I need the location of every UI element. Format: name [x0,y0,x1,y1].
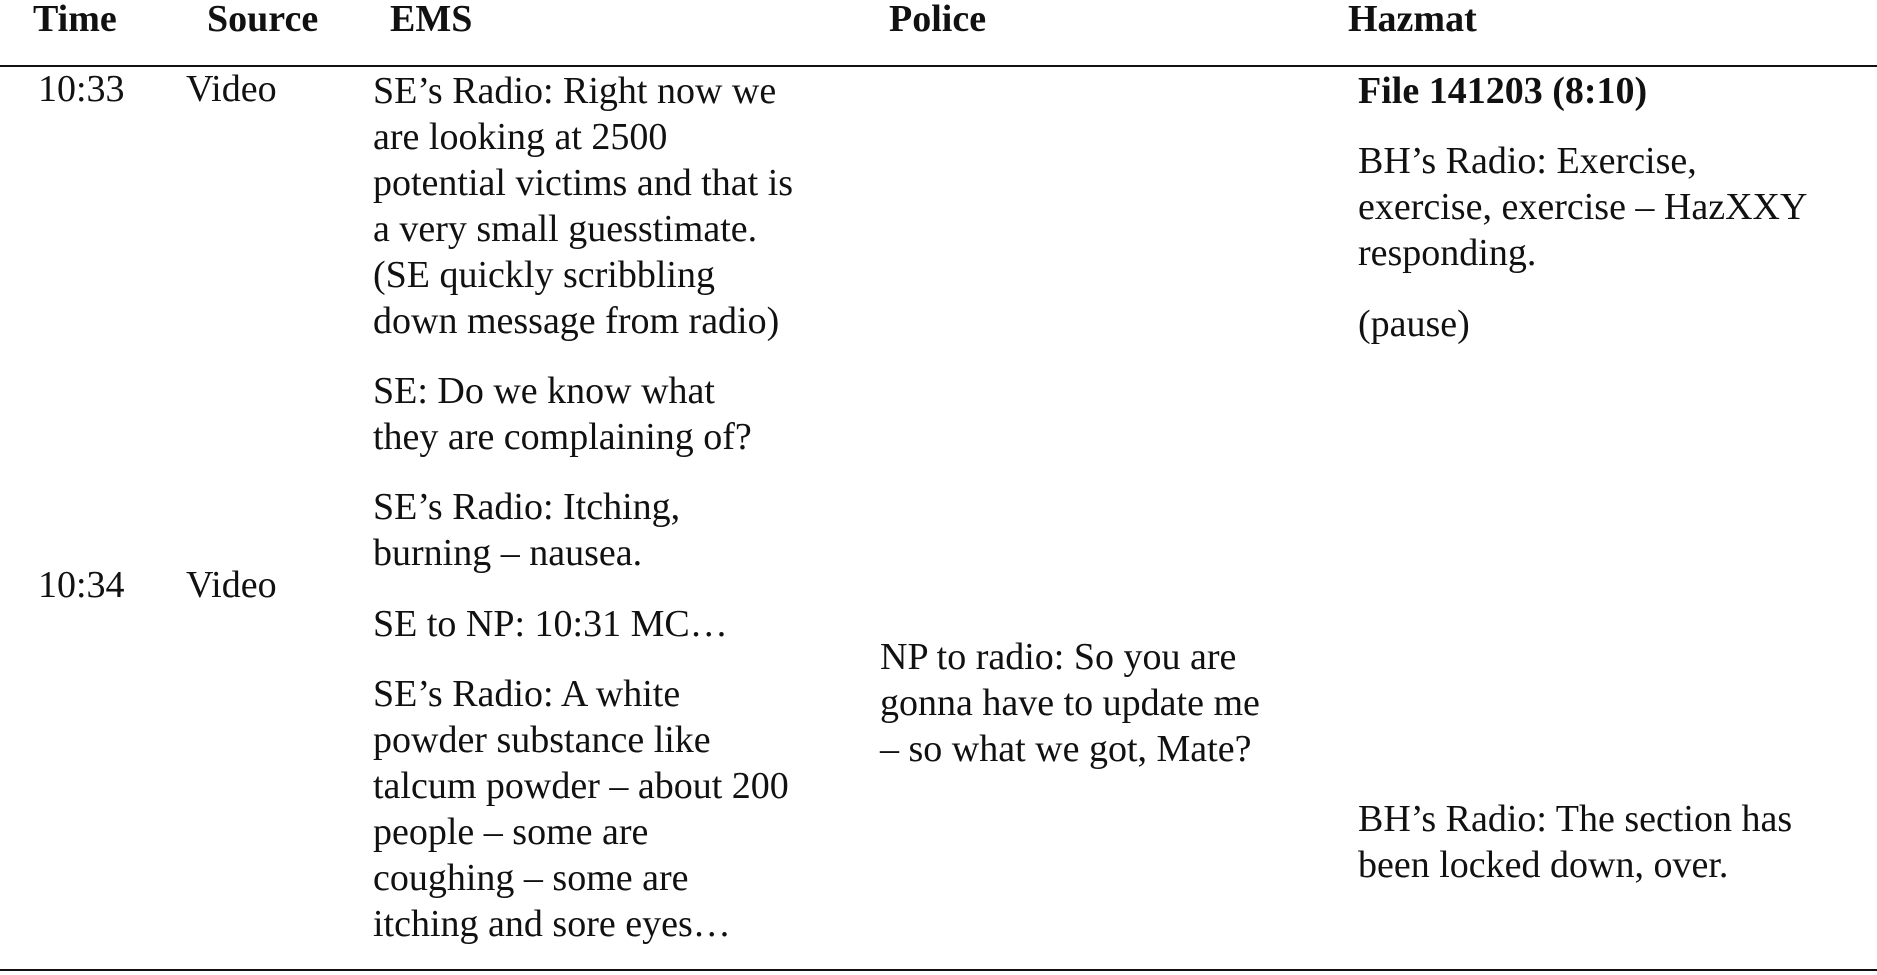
hazmat-entry-locked-down: BH’s Radio: The section has been locked down, over. [1358,798,1793,886]
ems-entry-radio-powder: SE’s Radio: A white powder substance like talcum powder – about 200 people – some are coughing – some are itching and sore eyes… [373,673,789,945]
hazmat-file-label: File 141203 (8:10) [1358,70,1648,112]
ems-entry-se-to-np: SE to NP: 10:31 MC… [373,603,728,645]
header-ems: EMS [390,0,473,40]
header-divider [0,65,1877,67]
ems-entry-radio-victims: SE’s Radio: Right now we are looking at 2500 potential victims and that is a very small guesstimate. (SE quickly scribbling down message from radio) [373,70,794,342]
hazmat-entry-exercise: BH’s Radio: Exercise, exercise, exercise – HazXXY responding. [1358,140,1808,274]
source-cell-1033: Video [186,68,277,110]
time-cell-1034: 10:34 [38,564,125,606]
source-cell-1034: Video [186,564,277,606]
header-time: Time [33,0,117,40]
ems-entry-se-question: SE: Do we know what they are complaining of? [373,370,752,458]
police-entry-np-to-radio: NP to radio: So you are gonna have to update me – so what we got, Mate? [880,636,1260,770]
hazmat-entry-pause: (pause) [1358,303,1470,345]
header-source: Source [207,0,319,40]
ems-entry-radio-symptoms: SE’s Radio: Itching, burning – nausea. [373,486,681,574]
header-hazmat: Hazmat [1348,0,1477,40]
header-police: Police [889,0,987,40]
time-cell-1033: 10:33 [38,68,125,110]
table-bottom-rule [0,969,1877,971]
